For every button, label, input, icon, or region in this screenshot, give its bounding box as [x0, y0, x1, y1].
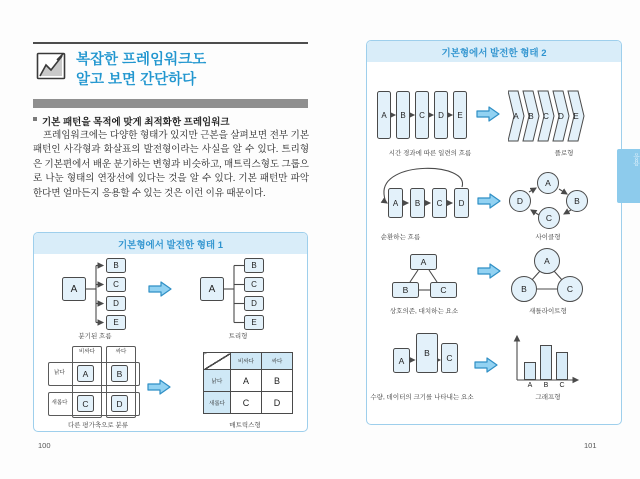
cycle-flow-node-d: D: [454, 188, 469, 218]
tree-caption: 트리형: [228, 333, 248, 340]
satellite-circle-a: A: [534, 248, 560, 274]
bar-b: [540, 345, 552, 380]
figure1-title: 기본형에서 발전한 형태 1: [34, 233, 307, 254]
transform-arrow-icon: [474, 357, 498, 373]
group-node-b: B: [111, 365, 128, 382]
chevron-label-b: B: [528, 111, 534, 121]
flow-node-a: A: [377, 91, 391, 139]
branch-node-e: E: [106, 315, 126, 330]
bar-c: [556, 352, 568, 380]
matrix-table: [203, 352, 293, 414]
group-row1-label: 낡다: [54, 370, 65, 376]
section-heading-text: 기본 패턴을 목적에 맞게 최적화한 프레임워크: [42, 117, 230, 128]
cycle-flow-node-c: C: [432, 188, 447, 218]
chevron-label-a: A: [513, 111, 519, 121]
cycle-node-b: B: [566, 190, 588, 212]
chapter-title-line1: 복잡한 프레임워크도: [76, 52, 207, 68]
section-heading: [33, 114, 308, 128]
satellite-box-a: A: [410, 254, 437, 270]
group-col2-label: 싸다: [115, 349, 127, 355]
transform-arrow-icon: [148, 281, 172, 297]
branch-caption: 분기된 흐름: [78, 333, 112, 340]
satellite-circle-b: B: [511, 276, 537, 302]
graph-caption-left: 수량, 데이터의 크기를 나타내는 요소: [370, 394, 474, 401]
matrix-cell-b: B: [262, 370, 293, 392]
tree-node-c: C: [244, 277, 264, 292]
chevron-label-d: D: [558, 111, 564, 121]
cycle-caption-right: 사이클형: [535, 234, 561, 241]
flow-node-e: E: [453, 91, 467, 139]
section-divider-bar: [33, 99, 308, 108]
size-box-c: C: [441, 343, 458, 373]
branch-node-d: D: [106, 296, 126, 311]
cycle-node-c: C: [538, 207, 560, 229]
flow-node-d: D: [434, 91, 448, 139]
satellite-caption-right: 새틀라이트형: [529, 308, 567, 315]
section-side-tab: [617, 149, 640, 203]
cycle-flow-node-b: B: [410, 188, 425, 218]
matrix-col1-header: 비싸다: [231, 353, 262, 370]
side-tab-label: 응용: [632, 153, 639, 166]
body-paragraph: 프레임워크에는 다양한 형태가 있지만 근본을 살펴보면 전부 기본 패턴인 사각형과 화살표의 발전형이라는 사실을 알 수 있다. 트리형은 기본편에서 배운 분기하는 변형과 비슷하고, 매트릭스형도 그룹으로 나눈 형태의 연장선에 있다는 것을 알 수 있다. 기본 패턴만 파악한다면 얼마든지 응용할 수 있는 것은 이런 이유 때문이다.: [33, 131, 309, 199]
chapter-title: [76, 50, 206, 90]
tree-node-d: D: [244, 296, 264, 311]
cycle-node-d: D: [509, 190, 531, 212]
cycle-node-a: A: [537, 172, 559, 194]
bar-label-a: A: [527, 382, 533, 389]
bar-label-c: C: [559, 382, 565, 389]
tree-node-a: A: [200, 277, 224, 301]
square-bullet-icon: [33, 117, 37, 121]
satellite-circle-c: C: [557, 276, 583, 302]
flow-caption-left: 시간 경과에 따른 일련의 흐름: [388, 150, 472, 157]
bar-chart-bars: [524, 334, 574, 380]
line-chart-icon: [36, 51, 68, 81]
figure2-title: 기본형에서 발전한 형태 2: [367, 41, 621, 62]
group-node-c: C: [77, 395, 94, 412]
groups-caption: 다른 평가축으로 분류: [67, 422, 129, 429]
size-box-b: B: [416, 333, 438, 373]
chapter-top-rule: [33, 42, 308, 44]
satellite-caption-left: 상호의존, 대치하는 요소: [389, 308, 459, 315]
bar-label-b: B: [543, 382, 549, 389]
branch-node-b: B: [106, 258, 126, 273]
matrix-corner-cell: [204, 353, 231, 370]
transform-arrow-icon: [477, 193, 501, 209]
groups-diagram: [48, 346, 148, 418]
matrix-cell-c: C: [231, 392, 262, 414]
satellite-box-c: C: [430, 282, 457, 298]
tree-node-e: E: [244, 315, 264, 330]
branch-node-a: A: [62, 277, 86, 301]
chevron-label-c: C: [543, 111, 549, 121]
matrix-row1-header: 낡다: [204, 370, 231, 392]
flow-node-b: B: [396, 91, 410, 139]
tree-node-b: B: [244, 258, 264, 273]
group-col1-label: 비싸다: [79, 349, 95, 355]
transform-arrow-icon: [147, 379, 171, 395]
flow-caption-right: 플로형: [554, 150, 574, 157]
group-row2-label: 새롭다: [51, 400, 68, 406]
bar-a: [524, 362, 536, 380]
branch-node-c: C: [106, 277, 126, 292]
matrix-cell-d: D: [262, 392, 293, 414]
chevron-label-e: E: [573, 111, 579, 121]
flow-node-c: C: [415, 91, 429, 139]
group-node-a: A: [77, 365, 94, 382]
transform-arrow-icon: [476, 106, 500, 122]
matrix-col2-header: 싸다: [262, 353, 293, 370]
matrix-cell-a: A: [231, 370, 262, 392]
matrix-row2-header: 새롭다: [204, 392, 231, 414]
cycle-flow-node-a: A: [388, 188, 403, 218]
chapter-title-line2: 알고 보면 간단하다: [76, 72, 197, 88]
page-number-right: 101: [584, 441, 597, 450]
page-number-left: 100: [38, 441, 51, 450]
size-box-a: A: [393, 348, 410, 373]
group-node-d: D: [111, 395, 128, 412]
transform-arrow-icon: [477, 263, 501, 279]
satellite-box-b: B: [392, 282, 419, 298]
cycle-caption-left: 순환하는 흐름: [380, 234, 421, 241]
matrix-caption: 매트릭스형: [229, 422, 261, 429]
graph-caption-right: 그래프형: [535, 394, 561, 401]
